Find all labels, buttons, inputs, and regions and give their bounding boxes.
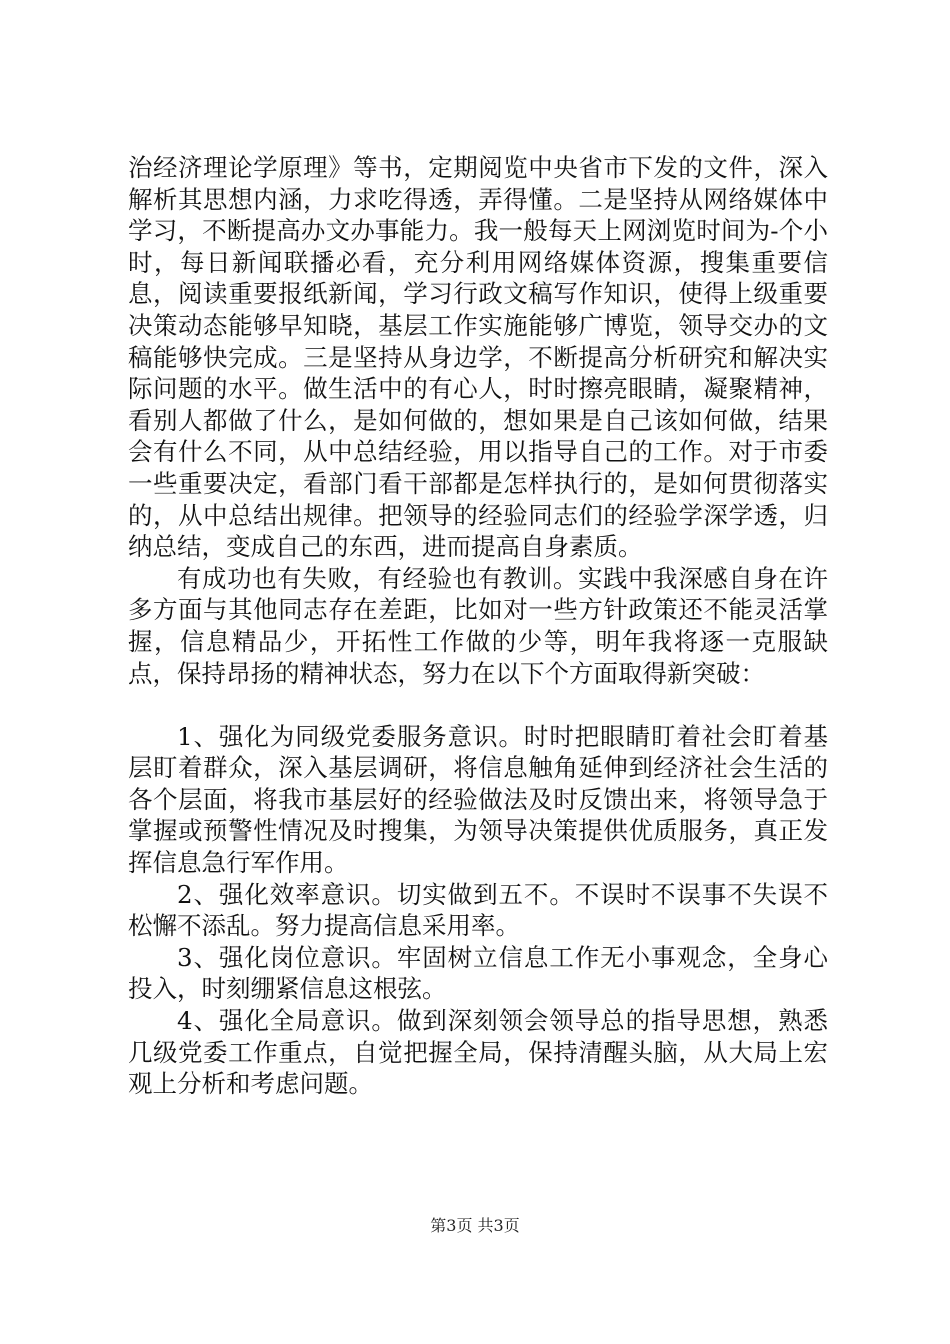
list-item-service-awareness: 1、强化为同级党委服务意识。时时把眼睛盯着社会盯着基层盯着群众，深入基层调研，将信息触角延伸到经济社会生活的各个层面，将我市基层好的经验做法及时反馈出来，将领导急于掌握或预警性情况及时搜集，为领导决策提供优质服务，真正发挥信息急行军作用。 [128,721,828,878]
list-item-overall-awareness: 4、强化全局意识。做到深刻领会领导总的指导思想，熟悉几级党委工作重点，自觉把握全局，保持清醒头脑，从大局上宏观上分析和考虑问题。 [128,1006,828,1099]
list-item-efficiency-awareness: 2、强化效率意识。切实做到五不。不误时不误事不失误不松懈不添乱。努力提高信息采用率。 [128,879,828,941]
page-number-footer: 第3页 共3页 [430,1216,520,1235]
paragraph-spacer [128,689,828,721]
paragraph-shortcomings: 有成功也有失败，有经验也有教训。实践中我深感自身在许多方面与其他同志存在差距，比如对一些方针政策还不能灵活掌握，信息精品少，开拓性工作做的少等，明年我将逐一克服缺点，保持昂扬的精神状态，努力在以下个方面取得新突破： [128,563,828,688]
paragraph-study-methods: 治经济理论学原理》等书，定期阅览中央省市下发的文件，深入解析其思想内涵，力求吃得透，弄得懂。二是坚持从网络媒体中学习，不断提高办文办事能力。我一般每天上网浏览时间为-个小时，每日新闻联播必看，充分利用网络媒体资源，搜集重要信息，阅读重要报纸新闻，学习行政文稿写作知识，使得上级重要决策动态能够早知晓，基层工作实施能够广博览，领导交办的文稿能够快完成。三是坚持从身边学，不断提高分析研究和解决实际问题的水平。做生活中的有心人，时时擦亮眼睛，凝聚精神，看别人都做了什么，是如何做的，想如果是自己该如何做，结果会有什么不同，从中总结经验，用以指导自己的工作。对于市委一些重要决定，看部门看干部都是怎样执行的，是如何贯彻落实的，从中总结出规律。把领导的经验同志们的经验学深学透，归纳总结，变成自己的东西，进而提高自身素质。 [128,153,828,562]
document-body [128,152,828,1100]
list-item-post-awareness: 3、强化岗位意识。牢固树立信息工作无小事观念，全身心投入，时刻绷紧信息这根弦。 [128,942,828,1004]
